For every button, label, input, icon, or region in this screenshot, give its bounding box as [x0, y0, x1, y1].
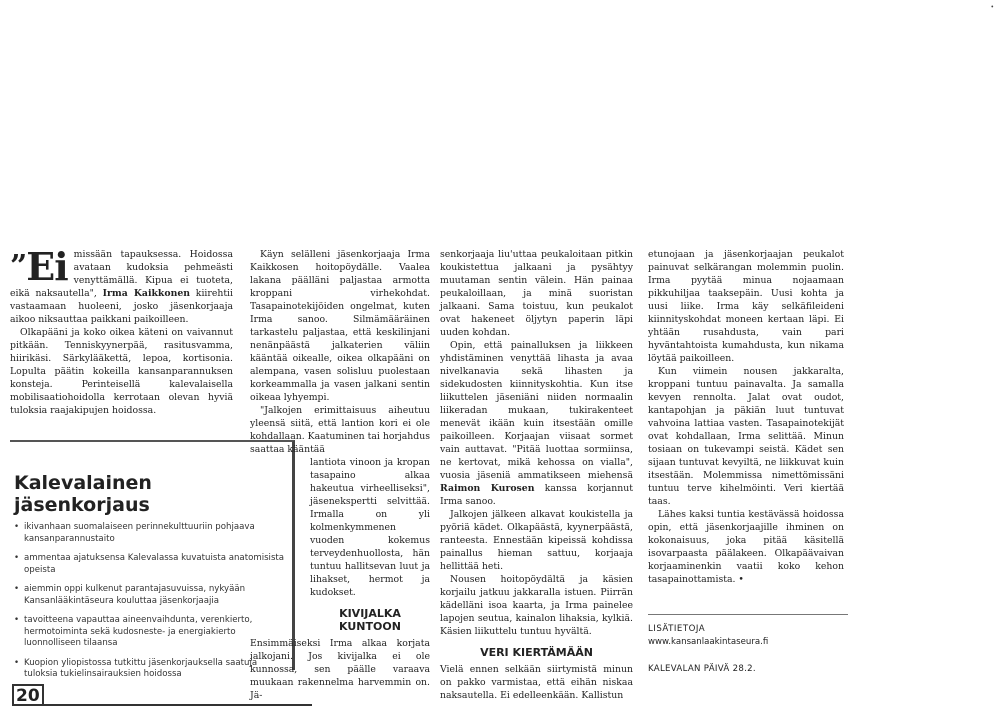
more-info-label: LISÄTIETOJA: [648, 624, 706, 634]
paragraph: "Jalkojen erimittaisuus aiheutuu yleensä siitä, että lantion kori ei ole kohdallaan. Kaatuminen tai horjahdus saattaa kääntää: [250, 405, 430, 455]
paragraph: Ensimmäiseksi Irma alkaa korjata jalkojani. Jos kivijalka ei ole kunnossa, sen päälle varaava muukaan rakennelma harvemmin on. Jä-: [250, 638, 430, 701]
paragraph: senkorjaaja liu'uttaa peukaloitaan pitkin koukistettua jalkaani ja pysähtyy muutaman sentin välein. Hän painaa peukaloillaan, ja minä suoristan jalkaani. Sama toistuu, kun peukalot ovat hakeneet öljytyn paperin läpi uuden kohdan.: [440, 249, 633, 338]
paragraph: Käyn selälleni jäsenkorjaaja Irma Kaikkosen hoitopöydälle. Vaalea lakana päälläni paljastaa armotta kroppani virhekohdat. Tasapainotekijöiden ongelmat, kuten Irma sanoo. Silmämääräinen tarkastelu paljastaa, että keskilinjani nenänpäästä jalkaterien väliin kääntää oikealle, oikea olkapääni on alempana, vasen solisluu puolestaan korkeammalla ja vasen jalkani sentin oikeaa lyhyempi.: [250, 249, 430, 403]
paragraph: Lähes kaksi tuntia kestävässä hoidossa opin, että jäsenkorjaajille ihminen on kokonaisuus, joka pitää käsitellä isovarpaasta päälakeen. Olkapäävaivan korjaaminenkin vaatii koko kehon tasapainottamista. •: [648, 509, 844, 585]
intro-paragraph: ”Ei missään tapauksessa. Hoidossa avataan kudoksia pehmeästi venyttämällä. Kipua ei tuoteta, eikä naksautella", Irma Kaikkonen kiirehtii vastaamaan huoleeni, josko jäsenkorjaaja aikoo niksauttaa paikkani paikoilleen.: [10, 244, 234, 325]
infobox-title: Kalevalainen jäsenkorjaus: [14, 472, 152, 516]
more-info-url: www.kansanlaakintaseura.fi: [648, 637, 769, 647]
drop-cap: ”Ei: [10, 244, 68, 289]
list-item: • ammentaa ajatuksensa Kalevalassa kuvatuista anatomisista opeista: [14, 553, 286, 576]
paragraph: lantiota vinoon ja kropan tasapaino alkaa hakeutua virheelliseksi", jäsenekspertti selvittää. Irmalla on yli kolmenkymmenen vuoden kokemus terveydenhuollosta, hän tuntuu hallitsevan luut ja lihakset, hermot ja kudokset.: [310, 457, 430, 598]
paragraph: Opin, että painalluksen ja liikkeen yhdistäminen venyttää lihasta ja avaa nivelkanavia sekä lihasten ja sidekudosten kiinnityskohtia. Kun itse liikuttelen jäseniäni niiden normaalin liikeradan mukaan, tukirakenteet menevät ikään kuin itsestään omille paikoilleen. Korjaajan viisaat sormet vain auttavat. "Pitää luottaa sormiinsa, ne kertovat, mikä kehossa on vialla", vuosia jäseniä ammatikseen miehensä Raimon Kurosen kanssa korjannut Irma sanoo.: [440, 340, 633, 507]
list-item: • tavoitteena vapauttaa aineenvaihdunta, verenkierto, hermotoiminta sekä kudosneste- ja energiakierto luonnolliseen tilaansa: [14, 615, 286, 650]
kalevala-day-line: KALEVALAN PÄIVÄ 28.2.: [648, 664, 756, 674]
article-column-2: [250, 248, 430, 702]
paragraph: Kun viimein nousen jakkaralta, kroppani tuntuu painavalta. Ja samalla kevyen rennolta. Jalat ovat oudot, kantapohjan ja päkiän luut tuntuvat vahvoina lattiaa vasten. Tasapainotekijät ovat kohdallaan, Irma selittää. Minun tosiaan on tukevampi seistä. Kädet sen sijaan tuntuvat kevyiltä, ne liikkuvat kuin itsestään. Molemmissa nimettömissäni tuntuu terve kihelmöinti. Veri kiertää taas.: [648, 366, 844, 507]
article-column-3: [440, 248, 633, 702]
subheading: VERI KIERTÄMÄÄN: [480, 646, 593, 659]
paragraph: Vielä ennen selkään siirtymistä minun on pakko varmistaa, että eihän niskaa naksautella. Ei edelleenkään. Kallistun: [440, 664, 633, 701]
paragraph: etunojaan ja jäsenkorjaajan peukalot painuvat selkärangan molemmin puolin. Irma pyytää minua nojaamaan pikkuhiljaa taaksepäin. Uusi kohta ja uusi liike. Irma käy selkäfileideni kiinnityskohdat moneen kertaan läpi. Ei yhtään rusahdusta, vain pari hyväntahtoista kumahdusta, kun nikama löytää paikoilleen.: [648, 249, 844, 364]
article-column-1: [10, 244, 234, 417]
paragraph: Nousen hoitopöydältä ja käsien korjailu jatkuu jakkaralla istuen. Piirrän kädelläni isoa kaarta, ja Irma painelee lapojen seutua, kainalon lihaksia, kylkiä. Käsien liikuttelu tuntuu hyvältä.: [440, 574, 633, 637]
paragraph: Olkapääni ja koko oikea käteni on vaivannut pitkään. Tenniskyynerpää, rasitusvamma, hiirikäsi. Särkylääkettä, lepoa, kortisonia. Lopulta päätin kokeilla kansanparannuksen konsteja. Perinteisellä kalevalaisella mobilisaatiohoidolla kerrotaan olevan hyviä tuloksia raajakipujen hoidossa.: [10, 327, 233, 416]
list-item: • ikivanhaan suomalaiseen perinnekulttuuriin pohjaava kansanparannustaito: [14, 522, 286, 545]
subheading: KIVIJALKA KUNTOON: [339, 607, 401, 633]
article-column-4: [648, 248, 844, 586]
corner-mark: •: [990, 4, 994, 11]
more-info-box: [648, 614, 848, 676]
footer-rule: [12, 704, 312, 706]
list-item: • aiemmin oppi kulkenut parantajasuvuissa, nykyään Kansanlääkintäseura kouluttaa jäsenkorjaajia: [14, 584, 286, 607]
list-item: • Kuopion yliopistossa tutkittu jäsenkorjauksella saatuja tuloksia tukielinsairauksien hoidossa: [14, 658, 286, 681]
page-number: 20: [12, 684, 44, 706]
person-name: Irma Kaikkonen: [102, 288, 191, 299]
paragraph: Jalkojen jälkeen alkavat koukistella ja pyöriä kädet. Olkapäästä, kyynerpäästä, ranteesta. Ennestään kipeissä kohdissa painallus hieman sattuu, korjaaja hellittää heti.: [440, 509, 633, 572]
wrapped-text: [310, 456, 430, 633]
person-name: Raimon Kurosen: [440, 483, 535, 494]
